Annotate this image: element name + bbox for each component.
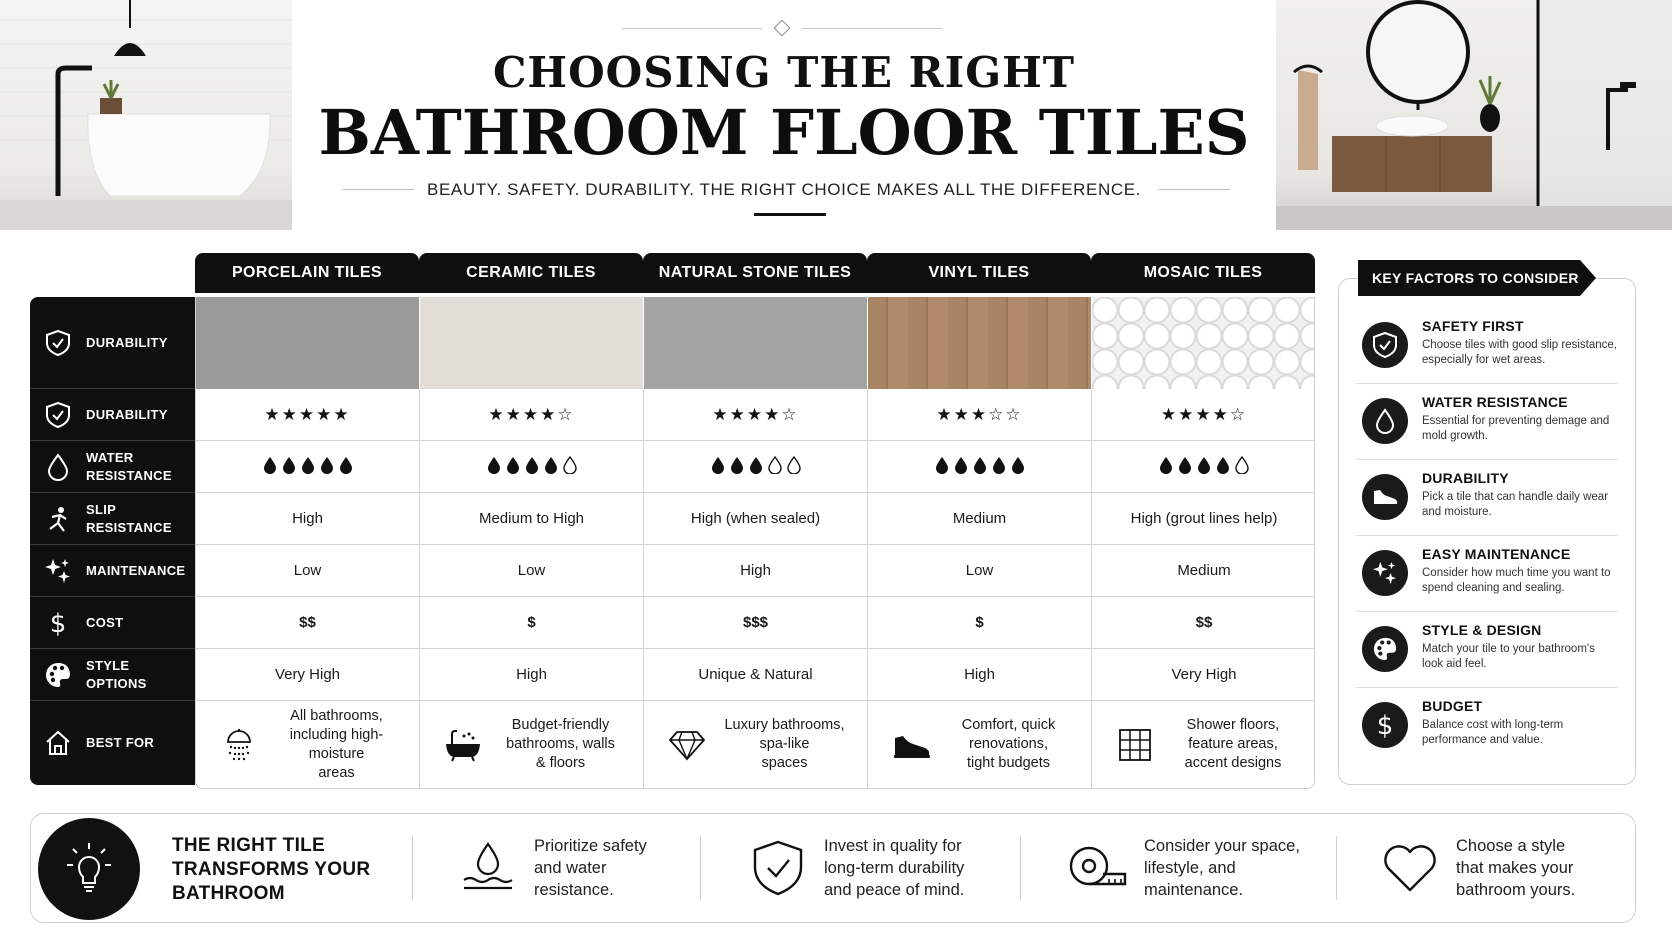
vanity-photo bbox=[1276, 0, 1672, 230]
key-factor-item bbox=[1356, 384, 1618, 460]
lightbulb-icon bbox=[38, 818, 140, 920]
key-factor-item bbox=[1356, 460, 1618, 536]
column-header-porcelain: PORCELAIN TILES bbox=[195, 253, 419, 293]
droplet-icon bbox=[1216, 456, 1230, 478]
droplet-icon bbox=[1362, 398, 1408, 444]
style-value: Very High bbox=[1092, 649, 1315, 701]
style-value: Unique & Natural bbox=[644, 649, 868, 701]
shield-check-icon bbox=[30, 401, 86, 429]
slipping-person-icon bbox=[30, 505, 86, 533]
title-line-1: CHOOSING THE RIGHT bbox=[492, 48, 1076, 97]
row-label-slip-resistance bbox=[30, 493, 195, 545]
key-factor-item bbox=[1356, 612, 1618, 688]
row-label-text: MAINTENANCE bbox=[86, 562, 186, 578]
title-underline bbox=[754, 213, 826, 216]
droplet-icon bbox=[563, 456, 577, 478]
key-factors-tag bbox=[1358, 260, 1596, 296]
best-for-cell bbox=[196, 701, 420, 789]
tile-swatch bbox=[644, 297, 868, 389]
cost-value: $ bbox=[868, 597, 1092, 649]
best-for-cell bbox=[1092, 701, 1315, 789]
row-label-text: DURABILITY bbox=[86, 334, 168, 350]
banner-item-quality bbox=[738, 830, 1016, 906]
column-header-vinyl: VINYL TILES bbox=[867, 253, 1091, 293]
row-label-best-for bbox=[30, 701, 195, 785]
water-rating bbox=[644, 441, 868, 493]
droplet-icon bbox=[30, 453, 86, 481]
maintenance-value: Medium bbox=[1092, 545, 1315, 597]
key-factor-title: DURABILITY bbox=[1422, 470, 1509, 486]
best-for-text: Shower floors, feature areas, accent designs bbox=[1184, 717, 1282, 771]
water-drop-icon bbox=[448, 840, 528, 896]
shield-icon bbox=[1362, 322, 1408, 368]
banner-title: THE RIGHT TILE TRANSFORMS YOUR BATHROOM bbox=[172, 835, 371, 904]
droplet-icon bbox=[730, 456, 744, 478]
header bbox=[292, 0, 1276, 230]
durability-rating bbox=[196, 389, 420, 441]
droplet-icon bbox=[301, 456, 315, 478]
dollar-icon bbox=[30, 608, 86, 638]
durability-rating bbox=[1092, 389, 1315, 441]
star-rating: ★★★★☆ bbox=[712, 404, 799, 424]
water-rating bbox=[196, 441, 420, 493]
droplet-icon bbox=[1197, 456, 1211, 478]
column-header-mosaic: MOSAIC TILES bbox=[1091, 253, 1315, 293]
home-icon bbox=[30, 729, 86, 757]
row-label-cost bbox=[30, 597, 195, 649]
durability-rating bbox=[420, 389, 644, 441]
row-label-text: WATER RESISTANCE bbox=[86, 449, 172, 483]
key-factor-item bbox=[1356, 308, 1618, 384]
water-rating bbox=[1092, 441, 1315, 493]
slip-value: High bbox=[196, 493, 420, 545]
water-rating bbox=[868, 441, 1092, 493]
row-label-durability bbox=[30, 389, 195, 441]
title-ornament bbox=[622, 20, 942, 36]
droplet-icon bbox=[954, 456, 968, 478]
banner-item-text: Consider your space, lifestyle, and maintenance. bbox=[1144, 837, 1300, 899]
star-rating: ★★★★☆ bbox=[1160, 404, 1248, 424]
cost-value: $$ bbox=[196, 597, 420, 649]
key-factor-desc: Essential for preventing demage and mold growth. bbox=[1422, 415, 1610, 442]
key-factor-desc: Balance cost with long-term performance and value. bbox=[1422, 719, 1564, 746]
droplet-icon bbox=[320, 456, 334, 478]
row-label-panel bbox=[30, 297, 195, 785]
sparkle-icon bbox=[30, 557, 86, 585]
key-factors-title: KEY FACTORS TO CONSIDER bbox=[1372, 270, 1579, 286]
star-rating: ★★★☆☆ bbox=[936, 404, 1023, 424]
best-for-text: Comfort, quick renovations, tight budgets bbox=[961, 717, 1056, 771]
comparison-table bbox=[195, 297, 1315, 789]
row-label-text: SLIP RESISTANCE bbox=[86, 501, 172, 535]
palette-icon bbox=[1362, 626, 1408, 672]
droplet-icon bbox=[339, 456, 353, 478]
droplet-icon bbox=[992, 456, 1006, 478]
sparkle-icon bbox=[1362, 550, 1408, 596]
key-factor-title: EASY MAINTENANCE bbox=[1422, 546, 1571, 562]
droplet-icon bbox=[1235, 456, 1249, 478]
droplet-icon bbox=[506, 456, 520, 478]
row-label-water-resistance bbox=[30, 441, 195, 493]
style-value: High bbox=[868, 649, 1092, 701]
subtitle: BEAUTY. SAFETY. DURABILITY. THE RIGHT CHOICE MAKES ALL THE DIFFERENCE. bbox=[427, 180, 1141, 199]
key-factor-title: BUDGET bbox=[1422, 698, 1483, 714]
title-line-2: BATHROOM FLOOR TILES bbox=[318, 96, 1250, 169]
maintenance-value: Low bbox=[868, 545, 1092, 597]
banner-item-text: Prioritize safety and water resistance. bbox=[534, 837, 647, 899]
durability-rating bbox=[644, 389, 868, 441]
droplet-icon bbox=[768, 456, 782, 478]
slip-value: High (grout lines help) bbox=[1092, 493, 1315, 545]
dollar-icon bbox=[1362, 702, 1408, 748]
star-rating: ★★★★☆ bbox=[488, 404, 575, 424]
diamond-icon bbox=[662, 729, 712, 761]
droplet-icon bbox=[487, 456, 501, 478]
row-label-text: DURABILITY bbox=[86, 406, 168, 422]
banner-item-safety bbox=[448, 830, 696, 906]
droplet-icon bbox=[263, 456, 277, 478]
bathtub-icon bbox=[438, 728, 488, 762]
row-label-text: STYLE OPTIONS bbox=[86, 657, 147, 691]
droplet-icon bbox=[1178, 456, 1192, 478]
tile-swatch bbox=[196, 297, 420, 389]
style-value: Very High bbox=[196, 649, 420, 701]
droplet-icon bbox=[973, 456, 987, 478]
tile-swatch bbox=[420, 297, 644, 389]
droplet-icon bbox=[544, 456, 558, 478]
droplet-icon bbox=[935, 456, 949, 478]
shield-check-icon bbox=[738, 839, 818, 897]
durability-rating bbox=[868, 389, 1092, 441]
tile-swatch bbox=[1092, 297, 1315, 389]
banner-item-style bbox=[1370, 830, 1630, 906]
key-factor-item bbox=[1356, 688, 1618, 764]
maintenance-value: Low bbox=[420, 545, 644, 597]
shoe-icon bbox=[1362, 474, 1408, 520]
slip-value: Medium to High bbox=[420, 493, 644, 545]
key-factor-desc: Match your tile to your bathroom's look aid feel. bbox=[1422, 643, 1595, 670]
key-factor-title: SAFETY FIRST bbox=[1422, 318, 1524, 334]
key-factor-desc: Choose tiles with good slip resistance, especially for wet areas. bbox=[1422, 339, 1617, 366]
droplet-icon bbox=[1159, 456, 1173, 478]
cost-value: $$ bbox=[1092, 597, 1315, 649]
key-factor-desc: Pick a tile that can handle daily wear and moisture. bbox=[1422, 491, 1609, 518]
droplet-icon bbox=[282, 456, 296, 478]
style-value: High bbox=[420, 649, 644, 701]
maintenance-value: Low bbox=[196, 545, 420, 597]
best-for-text: Budget-friendly bathrooms, walls & floors bbox=[506, 717, 615, 771]
cost-value: $$$ bbox=[644, 597, 868, 649]
row-label-text: BEST FOR bbox=[86, 735, 155, 750]
shield-check-icon bbox=[30, 329, 86, 357]
slip-value: High (when sealed) bbox=[644, 493, 868, 545]
maintenance-value: High bbox=[644, 545, 868, 597]
column-header-natural-stone: NATURAL STONE TILES bbox=[643, 253, 867, 293]
droplet-icon bbox=[525, 456, 539, 478]
best-for-text: Luxury bathrooms, spa-like spaces bbox=[724, 717, 845, 771]
palette-icon bbox=[30, 661, 86, 689]
row-label-swatch bbox=[30, 297, 195, 389]
best-for-cell bbox=[644, 701, 868, 789]
column-header-ceramic: CERAMIC TILES bbox=[419, 253, 643, 293]
slip-value: Medium bbox=[868, 493, 1092, 545]
grid-icon bbox=[1110, 728, 1160, 762]
droplet-icon bbox=[749, 456, 763, 478]
banner-item-text: Choose a style that makes your bathroom yours. bbox=[1456, 837, 1576, 899]
key-factor-desc: Consider how much time you want to spend cleaning and sealing. bbox=[1422, 567, 1611, 594]
svg-text:$: $ bbox=[1376, 711, 1394, 739]
star-rating: ★★★★★ bbox=[264, 404, 351, 424]
best-for-cell bbox=[420, 701, 644, 789]
banner-item-text: Invest in quality for long-term durability and peace of mind. bbox=[824, 837, 965, 899]
best-for-text: All bathrooms, including high-moisture areas bbox=[289, 707, 384, 781]
droplet-icon bbox=[1011, 456, 1025, 478]
water-rating bbox=[420, 441, 644, 493]
bathtub-photo bbox=[0, 0, 292, 230]
row-label-maintenance bbox=[30, 545, 195, 597]
cost-value: $ bbox=[420, 597, 644, 649]
banner-item-space bbox=[1058, 830, 1332, 906]
droplet-icon bbox=[787, 456, 801, 478]
heart-icon bbox=[1370, 842, 1450, 894]
tape-measure-icon bbox=[1058, 844, 1138, 892]
key-factor-title: STYLE & DESIGN bbox=[1422, 622, 1542, 638]
shoe-icon bbox=[886, 730, 936, 760]
key-factor-item bbox=[1356, 536, 1618, 612]
shower-icon bbox=[214, 728, 264, 762]
row-label-style-options bbox=[30, 649, 195, 701]
svg-text:$: $ bbox=[49, 608, 67, 638]
best-for-cell bbox=[868, 701, 1092, 789]
tile-swatch bbox=[868, 297, 1092, 389]
key-factor-title: WATER RESISTANCE bbox=[1422, 394, 1568, 410]
row-label-text: COST bbox=[86, 614, 124, 630]
droplet-icon bbox=[711, 456, 725, 478]
